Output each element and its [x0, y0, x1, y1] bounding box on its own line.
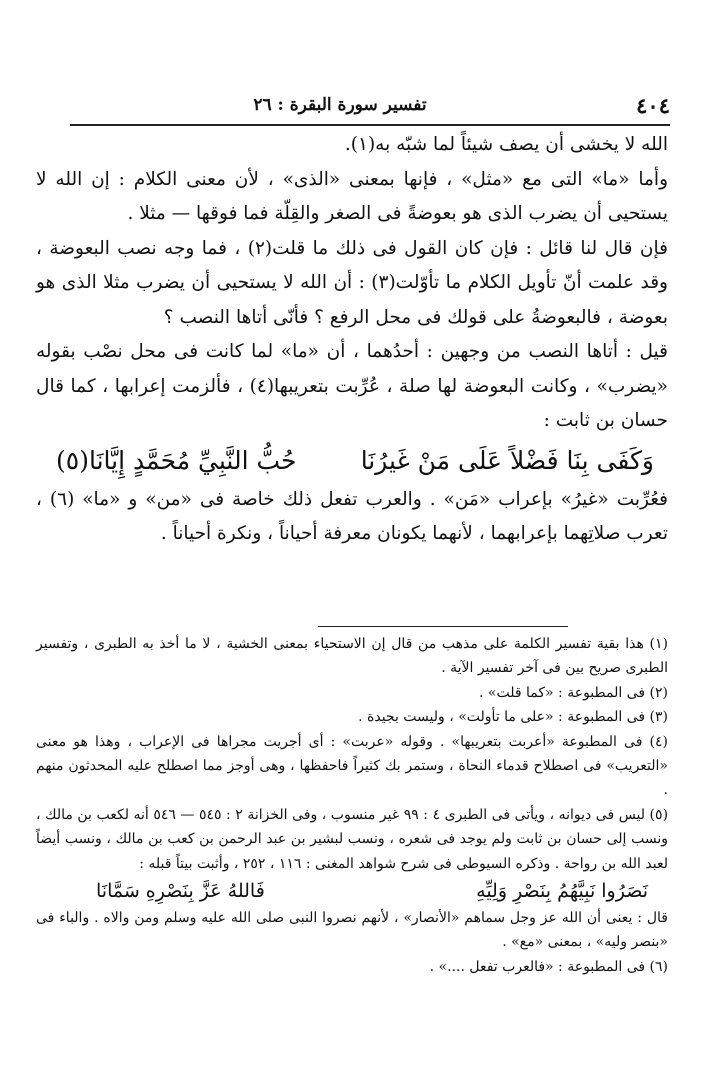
poem-verse [36, 439, 668, 483]
footnote-poem-first-hemistich: نَصَرُوا نَبِيَّهُمُ بِنَصْرِ وَلِيِّهِ [476, 880, 648, 903]
paragraph-3: فإن قال لنا قائل : فإن كان القول فى ذلك ما قلت(٢) ، فما وجه نصب البعوضة ، وقد علمت أنّ تأويل الكلام ما تأوّلت(٣) : أن الله لا يستحيى أن يضرب مثلا الذى هو بعوضة ، فالبعوضةُ على قولك فى محل الرفع ؟ فأنّى أتاها النصب ؟ [36, 237, 668, 328]
poem-first-hemistich: وَكَفَى بِنَا فَضْلاً عَلَى مَنْ غَيرُنَا [360, 445, 654, 475]
footnote-4: (٤) فى المطبوعة «أعربت بتعريبها» . وقوله «عربت» : أى أجريت مجراها فى الإعراب ، وهذا هو معنى «التعريب» فى اصطلاح قدماء النحاة ، وستمر بك كثيراً فاحفظها ، وهى أوجز مما اصطلح عليه المحدثون منهم . [36, 733, 668, 799]
page-number: ٤٠٤ [636, 93, 670, 118]
paragraph-2: وأما «ما» التى مع «مثل» ، فإنها بمعنى «الذى» ، لأن معنى الكلام : إن الله لا يستحيى أن يضرب الذى هو بعوضةً فى الصغر والقِلّة فما فوقها — مثلا . [36, 168, 668, 224]
footnote-1: (١) هذا بقية تفسير الكلمة على مذهب من قال إن الاستحياء بمعنى الخشية ، لا ما أخذ به الطبرى ، وتفسير الطبرى صريح بين فى آخر تفسير الآية . [36, 636, 668, 677]
footnote-separator [318, 626, 568, 627]
footnotes [36, 632, 668, 979]
footnote-poem-second-hemistich: فَاللهُ عَزَّ بِنَصْرِهِ سَمَّانَا [96, 880, 265, 903]
footnote-6: (٦) فى المطبوعة : «فالعرب تفعل ....» . [429, 958, 668, 975]
header-rule [70, 124, 670, 126]
running-title: تفسير سورة البقرة : ٢٦ [253, 95, 427, 115]
page-header [70, 93, 670, 123]
main-text [36, 128, 668, 552]
paragraph-5: فعُرِّبت «غيرُ» بإعراب «مَن» . والعرب تفعل ذلك خاصة فى «من» و «ما» (٦) ، تعرب صلاتِهما بإعرابهما ، لأنهما يكونان معرفة أحياناً ، ونكرة أحياناً . [36, 488, 668, 544]
paragraph-1: الله لا يخشى أن يصف شيئاً لما شبّه به(١). [344, 134, 668, 155]
poem-second-hemistich: حُبُّ النَّبِيِّ مُحَمَّدٍ إِيَّانَا(٥) [56, 445, 297, 475]
footnote-poem-verse [36, 876, 668, 906]
footnote-2: (٢) فى المطبوعة : «كما قلت» . [479, 684, 668, 701]
footnote-5: (٥) ليس فى ديوانه ، ويأتى فى الطبرى ٤ : ٩٩ غير منسوب ، وفى الخزانة ٢ : ٥٤٥ — ٥٤٦ أنه لكعب بن مالك ، ونسب إلى حسان بن ثابت ولم يوجد فى شعره ، ونسب لبشير بن عبد الرحمن بن كعب بن مالك ، ونسب أيضاً لعبد الله بن رواحة . وذكره السيوطى فى شرح شواهد المغنى : ١١٦ ، ٢٥٢ ، وأثبت بيتاً قبله : [36, 806, 669, 872]
footnote-3: (٣) فى المطبوعة : «على ما تأولت» ، وليست بجيدة . [358, 709, 668, 726]
footnote-5-continued: قال : يعنى أن الله عز وجل سماهم «الأنصار» ، لأنهم نصروا النبى صلى الله عليه وسلم ومن والاه . والباء فى «بنصر وليه» ، بمعنى «مع» . [36, 910, 668, 951]
paragraph-4: قيل : أتاها النصب من وجهين : أحدُهما ، أن «ما» لما كانت فى محل نصْب بقوله «يضرب» ، وكانت البعوضة لها صلة ، عُرِّبت بتعريبها(٤) ، فألزمت إعرابها ، كما قال حسان بن ثابت : [36, 341, 668, 431]
